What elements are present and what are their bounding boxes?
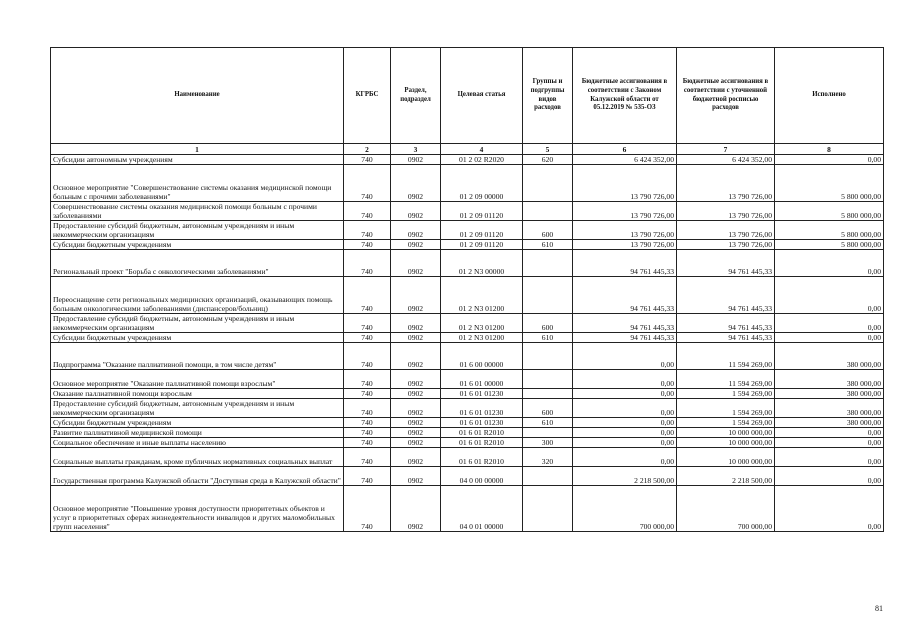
row-section: 0902 xyxy=(391,389,441,399)
table-row xyxy=(51,333,884,343)
row-executed-amount: 0,00 xyxy=(775,448,884,467)
row-kgrbs: 740 xyxy=(344,486,391,532)
table-row xyxy=(51,399,884,418)
header-kgrbs: КГРБС xyxy=(344,48,391,144)
row-target-article: 01 6 01 R2010 xyxy=(441,438,523,448)
column-number: 8 xyxy=(775,144,884,155)
row-name: Региональный проект "Борьба с онкологическими заболеваниями" xyxy=(51,250,344,277)
row-name: Предоставление субсидий бюджетным, автономным учреждениям и иным некоммерческим организациям xyxy=(51,221,344,240)
row-expense-group: 600 xyxy=(523,221,573,240)
row-kgrbs: 740 xyxy=(344,333,391,343)
row-name: Предоставление субсидий бюджетным, автономным учреждениям и иным некоммерческим организациям xyxy=(51,314,344,333)
row-target-article: 01 2 N3 01200 xyxy=(441,314,523,333)
column-number-row xyxy=(51,144,884,155)
column-number: 1 xyxy=(51,144,344,155)
row-adjusted-amount: 13 790 726,00 xyxy=(677,202,775,221)
row-name: Государственная программа Калужской области "Доступная среда в Калужской области" xyxy=(51,467,344,486)
row-expense-group: 600 xyxy=(523,399,573,418)
row-expense-group xyxy=(523,202,573,221)
row-name: Развитие паллиативной медицинской помощи xyxy=(51,428,344,438)
table-body xyxy=(51,155,884,532)
row-law-amount: 13 790 726,00 xyxy=(573,165,677,202)
header-adjusted: Бюджетные ассигнования в соответствии с уточненной бюджетной росписью расходов xyxy=(677,48,775,144)
row-name: Основное мероприятие "Повышение уровня доступности приоритетных объектов и услуг в приоритетных сферах жизнедеятельности инвалидов и других маломобильных групп населения" xyxy=(51,486,344,532)
row-law-amount: 13 790 726,00 xyxy=(573,221,677,240)
row-name: Предоставление субсидий бюджетным, автономным учреждениям и иным некоммерческим организациям xyxy=(51,399,344,418)
row-section: 0902 xyxy=(391,277,441,314)
table-row xyxy=(51,389,884,399)
row-target-article: 01 6 01 01230 xyxy=(441,418,523,428)
row-target-article: 01 6 01 01230 xyxy=(441,399,523,418)
column-number: 6 xyxy=(573,144,677,155)
budget-table xyxy=(50,47,884,532)
row-adjusted-amount: 13 790 726,00 xyxy=(677,240,775,250)
row-name: Переоснащение сети региональных медицинских организаций, оказывающих помощь больным онкологическими заболеваниями (диспансеров/больниц) xyxy=(51,277,344,314)
row-kgrbs: 740 xyxy=(344,277,391,314)
row-target-article: 01 2 02 R2020 xyxy=(441,155,523,165)
row-target-article: 04 0 00 00000 xyxy=(441,467,523,486)
row-adjusted-amount: 10 000 000,00 xyxy=(677,428,775,438)
row-executed-amount: 0,00 xyxy=(775,333,884,343)
row-adjusted-amount: 13 790 726,00 xyxy=(677,221,775,240)
row-section: 0902 xyxy=(391,221,441,240)
row-adjusted-amount: 700 000,00 xyxy=(677,486,775,532)
row-name: Социальное обеспечение и иные выплаты населению xyxy=(51,438,344,448)
row-kgrbs: 740 xyxy=(344,418,391,428)
row-name: Совершенствование системы оказания медицинской помощи больным с прочими заболеваниями xyxy=(51,202,344,221)
table-row xyxy=(51,240,884,250)
row-expense-group: 620 xyxy=(523,155,573,165)
table-row xyxy=(51,165,884,202)
row-adjusted-amount: 94 761 445,33 xyxy=(677,250,775,277)
row-adjusted-amount: 1 594 269,00 xyxy=(677,389,775,399)
row-law-amount: 0,00 xyxy=(573,428,677,438)
row-target-article: 01 2 09 01120 xyxy=(441,221,523,240)
row-kgrbs: 740 xyxy=(344,250,391,277)
row-target-article: 01 6 01 01230 xyxy=(441,389,523,399)
table-row xyxy=(51,250,884,277)
row-name: Социальные выплаты гражданам, кроме публичных нормативных социальных выплат xyxy=(51,448,344,467)
row-name: Субсидии бюджетным учреждениям xyxy=(51,418,344,428)
row-executed-amount: 0,00 xyxy=(775,467,884,486)
row-kgrbs: 740 xyxy=(344,165,391,202)
row-adjusted-amount: 1 594 269,00 xyxy=(677,399,775,418)
page-number: 81 xyxy=(875,604,883,613)
row-executed-amount: 380 000,00 xyxy=(775,389,884,399)
row-name: Подпрограмма "Оказание паллиативной помощи, в том числе детям" xyxy=(51,343,344,370)
row-law-amount: 0,00 xyxy=(573,370,677,389)
row-section: 0902 xyxy=(391,343,441,370)
row-target-article: 01 2 09 01120 xyxy=(441,240,523,250)
row-kgrbs: 740 xyxy=(344,428,391,438)
row-kgrbs: 740 xyxy=(344,399,391,418)
row-executed-amount: 0,00 xyxy=(775,438,884,448)
row-section: 0902 xyxy=(391,467,441,486)
row-law-amount: 0,00 xyxy=(573,343,677,370)
row-adjusted-amount: 1 594 269,00 xyxy=(677,418,775,428)
row-name: Основное мероприятие "Совершенствование системы оказания медицинской помощи больным с прочими заболеваниями" xyxy=(51,165,344,202)
table-row xyxy=(51,370,884,389)
row-kgrbs: 740 xyxy=(344,221,391,240)
row-law-amount: 0,00 xyxy=(573,448,677,467)
row-adjusted-amount: 94 761 445,33 xyxy=(677,333,775,343)
row-law-amount: 94 761 445,33 xyxy=(573,277,677,314)
row-section: 0902 xyxy=(391,202,441,221)
row-section: 0902 xyxy=(391,428,441,438)
table-header-row xyxy=(51,48,884,144)
row-executed-amount: 380 000,00 xyxy=(775,399,884,418)
row-kgrbs: 740 xyxy=(344,314,391,333)
column-number: 3 xyxy=(391,144,441,155)
row-executed-amount: 0,00 xyxy=(775,277,884,314)
row-section: 0902 xyxy=(391,155,441,165)
column-number: 4 xyxy=(441,144,523,155)
row-expense-group xyxy=(523,277,573,314)
row-law-amount: 0,00 xyxy=(573,418,677,428)
row-target-article: 01 6 01 00000 xyxy=(441,370,523,389)
column-number: 2 xyxy=(344,144,391,155)
row-section: 0902 xyxy=(391,486,441,532)
column-number: 5 xyxy=(523,144,573,155)
row-kgrbs: 740 xyxy=(344,467,391,486)
row-adjusted-amount: 10 000 000,00 xyxy=(677,438,775,448)
row-target-article: 01 2 09 01120 xyxy=(441,202,523,221)
header-law: Бюджетные ассигнования в соответствии с Законом Калужской области от 05.12.2019 № 535-ОЗ xyxy=(573,48,677,144)
row-expense-group xyxy=(523,486,573,532)
row-adjusted-amount: 11 594 269,00 xyxy=(677,343,775,370)
row-executed-amount: 380 000,00 xyxy=(775,343,884,370)
row-section: 0902 xyxy=(391,333,441,343)
column-number: 7 xyxy=(677,144,775,155)
row-kgrbs: 740 xyxy=(344,370,391,389)
row-expense-group xyxy=(523,467,573,486)
row-target-article: 01 6 01 R2010 xyxy=(441,448,523,467)
table-row xyxy=(51,343,884,370)
table-row xyxy=(51,438,884,448)
row-target-article: 04 0 01 00000 xyxy=(441,486,523,532)
row-law-amount: 0,00 xyxy=(573,389,677,399)
table-row xyxy=(51,467,884,486)
header-name: Наименование xyxy=(51,48,344,144)
row-expense-group: 610 xyxy=(523,240,573,250)
header-section: Раздел, подраздел xyxy=(391,48,441,144)
row-executed-amount: 0,00 xyxy=(775,250,884,277)
table-row xyxy=(51,314,884,333)
row-executed-amount: 0,00 xyxy=(775,155,884,165)
row-law-amount: 2 218 500,00 xyxy=(573,467,677,486)
table-row xyxy=(51,418,884,428)
row-target-article: 01 2 N3 01200 xyxy=(441,277,523,314)
row-name: Оказание паллиативной помощи взрослым xyxy=(51,389,344,399)
header-executed: Исполнено xyxy=(775,48,884,144)
row-kgrbs: 740 xyxy=(344,389,391,399)
row-executed-amount: 0,00 xyxy=(775,314,884,333)
table-row xyxy=(51,277,884,314)
header-group: Группы и подгруппы видов расходов xyxy=(523,48,573,144)
row-kgrbs: 740 xyxy=(344,438,391,448)
row-executed-amount: 5 800 000,00 xyxy=(775,240,884,250)
row-executed-amount: 5 800 000,00 xyxy=(775,202,884,221)
row-name: Основное мероприятие "Оказание паллиативной помощи взрослым" xyxy=(51,370,344,389)
row-adjusted-amount: 94 761 445,33 xyxy=(677,277,775,314)
row-adjusted-amount: 94 761 445,33 xyxy=(677,314,775,333)
row-target-article: 01 6 00 00000 xyxy=(441,343,523,370)
row-target-article: 01 2 09 00000 xyxy=(441,165,523,202)
row-section: 0902 xyxy=(391,314,441,333)
row-law-amount: 94 761 445,33 xyxy=(573,250,677,277)
table-row xyxy=(51,428,884,438)
row-executed-amount: 5 800 000,00 xyxy=(775,165,884,202)
row-adjusted-amount: 6 424 352,00 xyxy=(677,155,775,165)
row-expense-group: 610 xyxy=(523,418,573,428)
row-expense-group: 610 xyxy=(523,333,573,343)
row-section: 0902 xyxy=(391,240,441,250)
row-section: 0902 xyxy=(391,448,441,467)
header-target: Целевая статья xyxy=(441,48,523,144)
row-target-article: 01 6 01 R2010 xyxy=(441,428,523,438)
table-row xyxy=(51,448,884,467)
row-law-amount: 94 761 445,33 xyxy=(573,333,677,343)
row-expense-group: 300 xyxy=(523,438,573,448)
row-adjusted-amount: 10 000 000,00 xyxy=(677,448,775,467)
row-expense-group xyxy=(523,389,573,399)
row-expense-group: 600 xyxy=(523,314,573,333)
row-section: 0902 xyxy=(391,399,441,418)
row-law-amount: 700 000,00 xyxy=(573,486,677,532)
row-name: Субсидии бюджетным учреждениям xyxy=(51,333,344,343)
row-name: Субсидии бюджетным учреждениям xyxy=(51,240,344,250)
row-kgrbs: 740 xyxy=(344,240,391,250)
row-executed-amount: 380 000,00 xyxy=(775,370,884,389)
row-section: 0902 xyxy=(391,250,441,277)
table-row xyxy=(51,221,884,240)
table-row xyxy=(51,202,884,221)
row-executed-amount: 380 000,00 xyxy=(775,418,884,428)
row-section: 0902 xyxy=(391,418,441,428)
row-law-amount: 13 790 726,00 xyxy=(573,240,677,250)
row-target-article: 01 2 N3 01200 xyxy=(441,333,523,343)
row-law-amount: 0,00 xyxy=(573,438,677,448)
row-executed-amount: 5 800 000,00 xyxy=(775,221,884,240)
row-section: 0902 xyxy=(391,370,441,389)
row-expense-group xyxy=(523,370,573,389)
row-expense-group xyxy=(523,343,573,370)
row-adjusted-amount: 11 594 269,00 xyxy=(677,370,775,389)
row-kgrbs: 740 xyxy=(344,448,391,467)
row-target-article: 01 2 N3 00000 xyxy=(441,250,523,277)
row-adjusted-amount: 2 218 500,00 xyxy=(677,467,775,486)
row-law-amount: 94 761 445,33 xyxy=(573,314,677,333)
row-name: Субсидии автономным учреждениям xyxy=(51,155,344,165)
row-adjusted-amount: 13 790 726,00 xyxy=(677,165,775,202)
table-row xyxy=(51,155,884,165)
row-kgrbs: 740 xyxy=(344,202,391,221)
row-executed-amount: 0,00 xyxy=(775,428,884,438)
row-expense-group xyxy=(523,428,573,438)
row-law-amount: 6 424 352,00 xyxy=(573,155,677,165)
row-expense-group xyxy=(523,250,573,277)
row-expense-group xyxy=(523,165,573,202)
row-kgrbs: 740 xyxy=(344,343,391,370)
row-law-amount: 0,00 xyxy=(573,399,677,418)
row-kgrbs: 740 xyxy=(344,155,391,165)
row-section: 0902 xyxy=(391,165,441,202)
row-section: 0902 xyxy=(391,438,441,448)
row-expense-group: 320 xyxy=(523,448,573,467)
table-row xyxy=(51,486,884,532)
row-executed-amount: 0,00 xyxy=(775,486,884,532)
row-law-amount: 13 790 726,00 xyxy=(573,202,677,221)
